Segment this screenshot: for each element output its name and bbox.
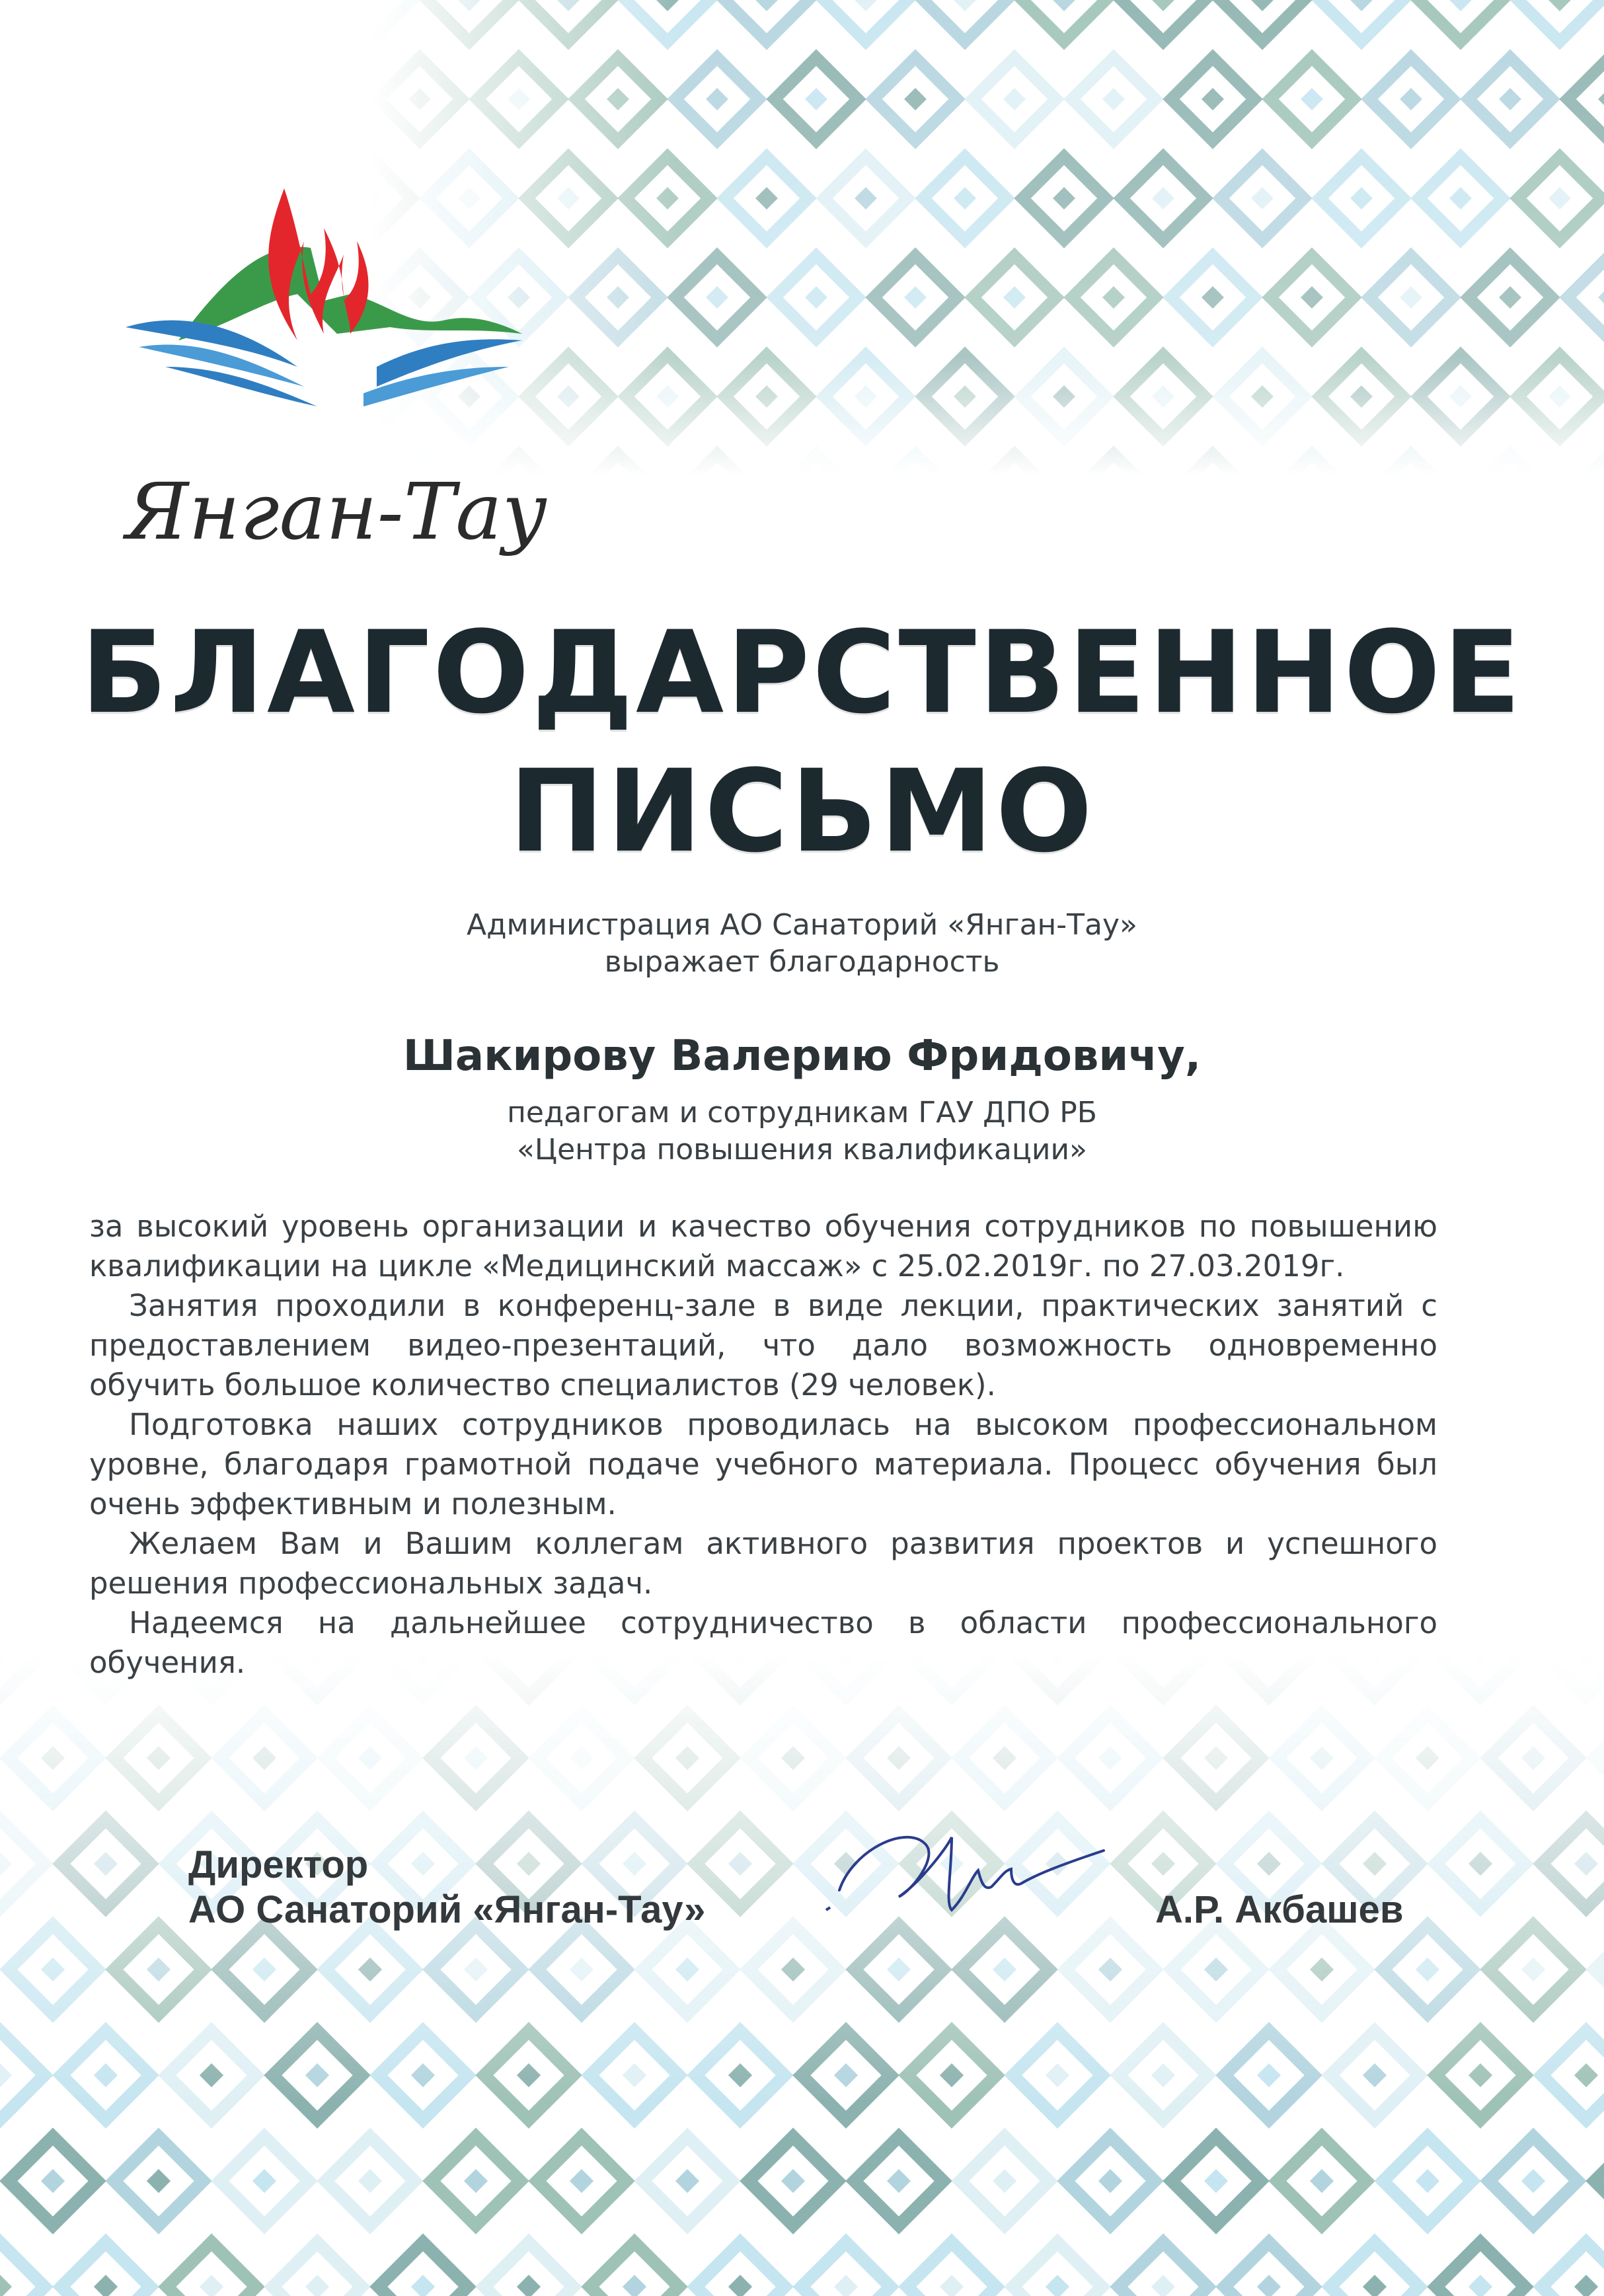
body-paragraph-1: за высокий уровень организации и качество обучения сотрудников по повышению квалификации на цикле «Медицинский массаж» с 25.02.2019г. по 27.03.2019г. — [89, 1209, 1437, 1283]
body-paragraph-3: Подготовка наших сотрудников проводилась на высоком профессиональном уровне, благодаря грамотной подаче учебного материала. Процесс обучения был очень эффективным и полезным. — [89, 1407, 1437, 1521]
document-title-line-2: ПИСЬМО — [509, 745, 1095, 878]
yangan-tau-logo — [99, 169, 575, 592]
body-paragraph-5: Надеемся на дальнейшее сотрудничество в области профессионального обучения. — [89, 1605, 1437, 1680]
logo-wave — [165, 367, 317, 406]
signatory-name: А.Р. Акбашев — [1155, 1888, 1404, 1931]
letter-body — [89, 1207, 1437, 1683]
signatory-organization: АО Санаторий «Янган-Тау» — [188, 1888, 706, 1931]
bottom-ornament-pattern — [0, 1652, 1604, 2296]
recipient-line-1: педагогам и сотрудникам ГАУ ДПО РБ — [507, 1096, 1097, 1129]
logo-wordmark: Янган-Тау — [126, 466, 548, 557]
document-title-line-1: БЛАГОДАРСТВЕННОЕ — [80, 606, 1523, 739]
handwritten-signature — [813, 1811, 1130, 1943]
recipient-line-2: «Центра повышения квалификации» — [517, 1133, 1087, 1167]
intro-line-1: Администрация АО Санаторий «Янган-Тау» — [467, 908, 1137, 942]
intro-line-2: выражает благодарность — [604, 945, 1000, 979]
signatory-position: Директор — [188, 1843, 369, 1886]
recipient-name: Шакирову Валерию Фридовичу, — [402, 1032, 1202, 1081]
body-paragraph-4: Желаем Вам и Вашим коллегам активного развития проектов и успешного решения профессиональных задач. — [89, 1526, 1437, 1601]
logo-flame — [268, 188, 368, 340]
body-paragraph-2: Занятия проходили в конференц-зале в виде лекции, практических занятий с предоставлением видео-презентаций, что дало возможность одновременно обучить большое количество специалистов (29 человек). — [89, 1288, 1437, 1402]
